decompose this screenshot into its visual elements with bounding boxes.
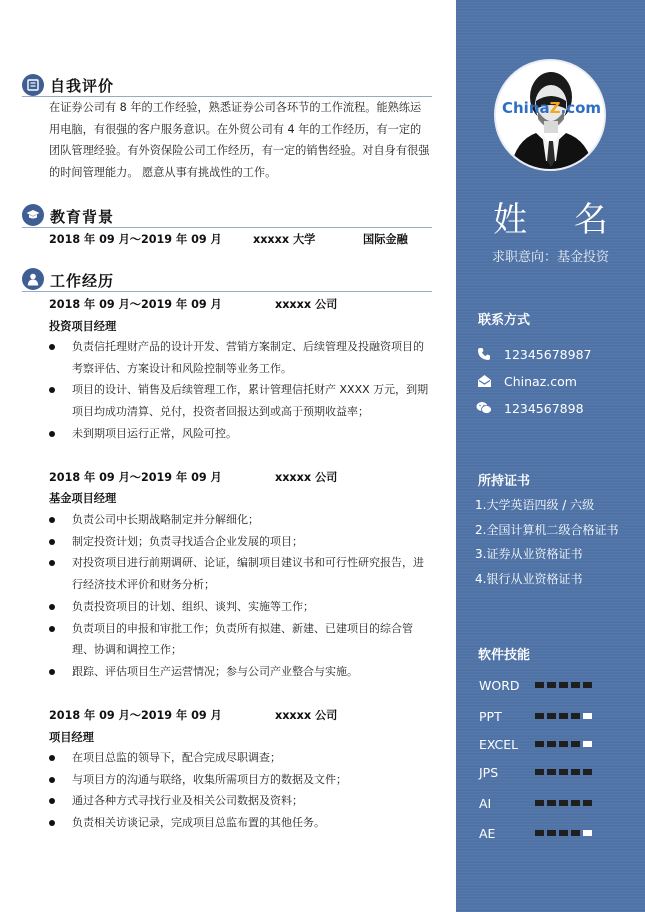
section-divider (22, 227, 432, 228)
job-header (49, 469, 449, 487)
education-section-icon (22, 204, 44, 226)
education-row (49, 231, 449, 249)
skill-level-segment-filled (559, 769, 568, 775)
list-item: 未到期项目运行正常，风险可控。 (49, 423, 431, 445)
skill-level-segment-empty (583, 830, 592, 836)
phone-number[interactable]: 12345678987 (504, 346, 592, 362)
skill-name: EXCEL (479, 736, 519, 752)
list-item: 对投资项目进行前期调研、论证，编制项目建议书和可行性研究报告，进行经济技术评价和财务分析； (49, 552, 431, 595)
skill-level-segment-filled (547, 800, 556, 806)
skill-row (479, 764, 629, 780)
skill-level-segment-filled (559, 741, 568, 747)
skill-level-segment-filled (559, 682, 568, 688)
list-item: 负责相关访谈记录，完成项目总监布置的其他任务。 (49, 812, 431, 834)
skill-level-segment-filled (571, 682, 580, 688)
job-period: 2018 年 09 月～2019 年 09 月 (49, 298, 222, 311)
skill-level-segment-filled (535, 682, 544, 688)
email-address[interactable]: Chinaz.com (504, 373, 577, 389)
job-objective: 求职意向：基金投资 (491, 250, 609, 265)
skill-level-bar (535, 830, 592, 836)
skill-level-segment-filled (547, 682, 556, 688)
certificate-item: 3.证券从业资格证书 (475, 547, 583, 561)
photo-watermark: ChinaZ.com (502, 99, 602, 117)
skill-name: WORD (479, 677, 520, 693)
job-role: 项目经理 (49, 731, 94, 744)
skill-level-segment-filled (583, 682, 592, 688)
contact-phone (476, 345, 591, 363)
skill-row (479, 677, 629, 693)
list-item: 负责投资项目的计划、组织、谈判、实施等工作； (49, 596, 431, 618)
skill-level-segment-filled (571, 769, 580, 775)
skill-level-segment-filled (535, 713, 544, 719)
wechat-id[interactable]: 1234567898 (504, 400, 584, 416)
mail-icon (476, 373, 492, 389)
skill-row (479, 795, 629, 811)
education-major: 国际金融 (363, 233, 408, 246)
work-experience-section-icon (22, 268, 44, 290)
skill-level-segment-empty (583, 713, 592, 719)
phone-icon (476, 346, 492, 362)
skill-level-segment-filled (571, 800, 580, 806)
skill-level-segment-filled (547, 713, 556, 719)
list-item: 制定投资计划；负责寻找适合企业发展的项目； (49, 531, 431, 553)
certificate-item: 1.大学英语四级 / 六级 (475, 498, 595, 512)
contact-heading: 联系方式 (478, 313, 531, 328)
skill-level-bar (535, 769, 592, 775)
contact-wechat (476, 399, 584, 417)
skill-row (479, 708, 629, 724)
job-role: 基金项目经理 (49, 492, 117, 505)
skill-level-bar (535, 713, 592, 719)
skill-level-segment-filled (571, 713, 580, 719)
job-header (49, 707, 449, 725)
skill-level-bar (535, 800, 592, 806)
skill-row (479, 825, 629, 841)
contact-email (476, 372, 577, 390)
skill-level-segment-filled (535, 800, 544, 806)
candidate-name: 姓 名 (493, 200, 626, 240)
education-school: xxxxx 大学 (253, 233, 316, 246)
skill-row (479, 736, 629, 752)
section-divider (22, 291, 432, 292)
list-item: 负责项目的申报和审批工作；负责所有拟建、新建、已建项目的综合管理、协调和调控工作； (49, 618, 431, 661)
list-item: 负责信托理财产品的设计开发、营销方案制定、后续管理及投融资项目的考察评估、方案设计和风险控制等业务工作。 (49, 336, 431, 379)
skill-level-segment-filled (547, 741, 556, 747)
list-item: 项目的设计、销售及后续管理工作，累计管理信托财产 XXXX 万元，到期项目均成功清算、兑付，投资者回报达到或高于预期收益率； (49, 379, 431, 422)
skill-name: AI (479, 795, 492, 811)
skill-level-segment-filled (535, 830, 544, 836)
skill-level-segment-filled (535, 769, 544, 775)
skill-level-segment-filled (547, 830, 556, 836)
job-duties (49, 509, 431, 683)
skill-level-segment-filled (535, 741, 544, 747)
skill-level-segment-filled (583, 800, 592, 806)
skill-level-bar (535, 741, 592, 747)
person-icon (27, 273, 39, 286)
job-header (49, 296, 449, 314)
sidebar (456, 0, 645, 912)
skill-name: JPS (479, 764, 499, 780)
education-title: 教育背景 (50, 208, 115, 226)
self-evaluation-text: 在证券公司有 8 年的工作经验，熟悉证券公司各环节的工作流程。能熟练运用电脑，有很强的客户服务意识。在外贸公司有 4 年的工作经历，有一定的团队管理经验。有外资保险公司工作经历，有一定的销售经验。对自身有很强的时间管理能力。 愿意从事有挑战性的工作。 (49, 101, 430, 179)
self-evaluation-title: 自我评价 (50, 77, 115, 95)
wechat-icon (476, 400, 492, 416)
job-duties (49, 747, 431, 834)
job-period: 2018 年 09 月～2019 年 09 月 (49, 471, 222, 484)
skill-name: AE (479, 825, 496, 841)
list-item: 通过各种方式寻找行业及相关公司数据及资料； (49, 790, 431, 812)
skill-level-segment-filled (583, 769, 592, 775)
skill-level-segment-filled (547, 769, 556, 775)
skill-level-segment-filled (559, 800, 568, 806)
list-item: 在项目总监的领导下，配合完成尽职调查； (49, 747, 431, 769)
certificates-heading: 所持证书 (478, 474, 531, 489)
skill-level-segment-empty (583, 741, 592, 747)
profile-photo (494, 59, 606, 171)
job-company: xxxxx 公司 (275, 471, 338, 484)
skill-level-bar (535, 682, 592, 688)
list-item: 负责公司中长期战略制定并分解细化； (49, 509, 431, 531)
list-item: 与项目方的沟通与联络，收集所需项目方的数据及文件； (49, 769, 431, 791)
self-evaluation-section-icon (22, 74, 44, 96)
job-company: xxxxx 公司 (275, 709, 338, 722)
job-duties (49, 336, 431, 445)
job-company: xxxxx 公司 (275, 298, 338, 311)
skills-heading: 软件技能 (478, 648, 531, 663)
skill-level-segment-filled (571, 830, 580, 836)
book-icon (27, 79, 39, 91)
list-item: 跟踪、评估项目生产运营情况；参与公司产业整合与实施。 (49, 661, 431, 683)
skill-level-segment-filled (559, 713, 568, 719)
skill-name: PPT (479, 708, 502, 724)
education-period: 2018 年 09 月～2019 年 09 月 (49, 233, 222, 246)
skill-level-segment-filled (559, 830, 568, 836)
job-period: 2018 年 09 月～2019 年 09 月 (49, 709, 222, 722)
certificate-item: 2.全国计算机二级合格证书 (475, 523, 619, 537)
job-role: 投资项目经理 (49, 320, 117, 333)
work-experience-title: 工作经历 (50, 272, 115, 290)
graduation-cap-icon (26, 209, 40, 221)
certificate-item: 4.银行从业资格证书 (475, 572, 583, 586)
skill-level-segment-filled (571, 741, 580, 747)
